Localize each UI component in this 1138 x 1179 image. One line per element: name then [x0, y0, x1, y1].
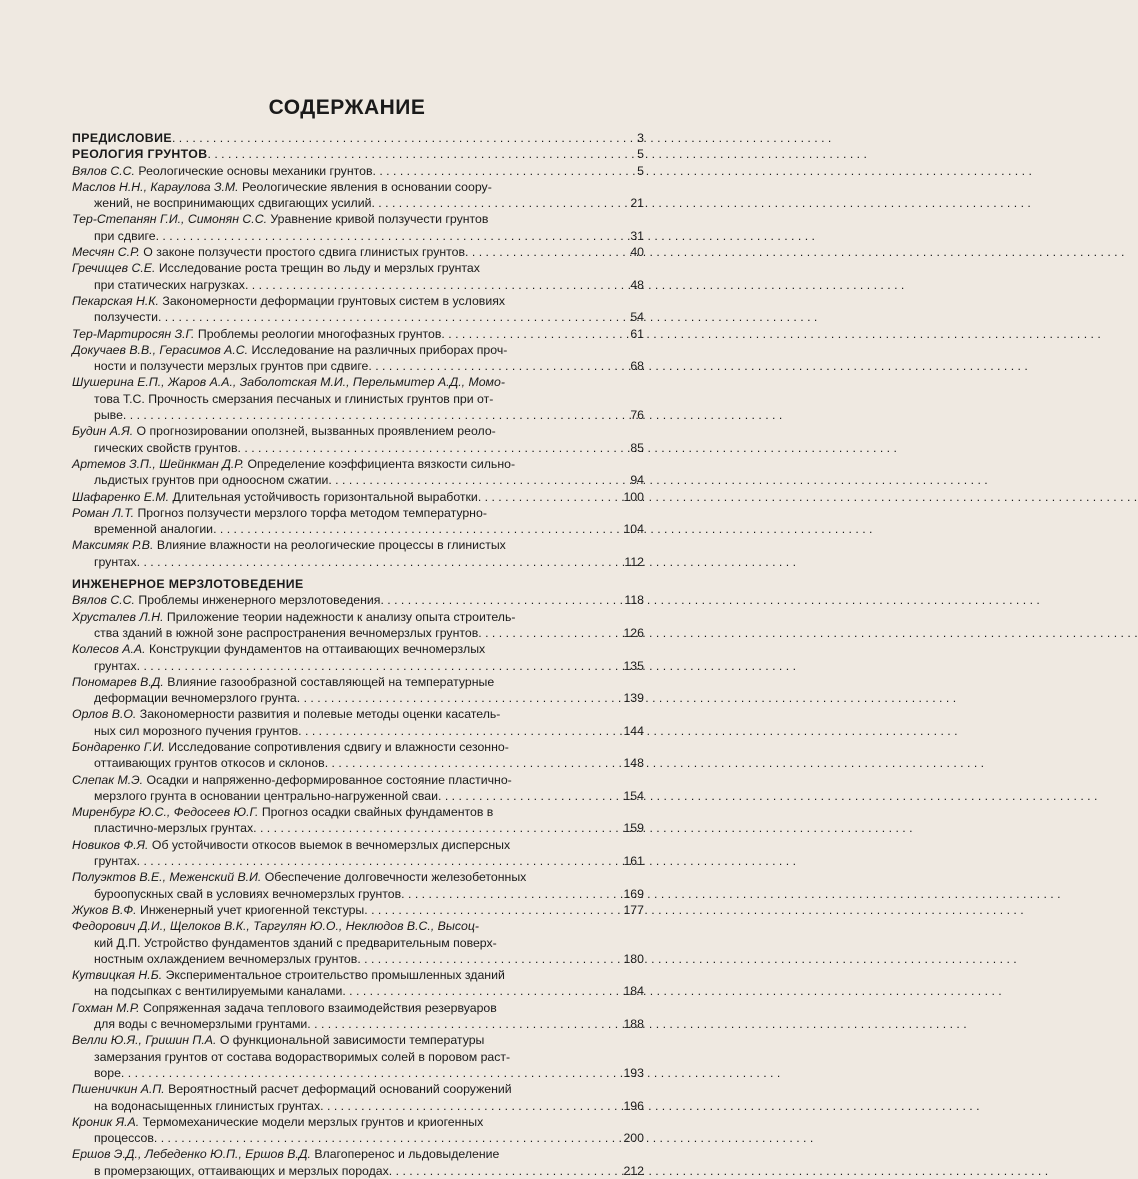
toc-title: Термомеханические модели мерзлых грунтов и криогенных	[142, 1114, 484, 1129]
toc-title: Определение коэффициента вязкости сильно-	[247, 456, 516, 471]
toc-leader-dots	[372, 163, 604, 179]
toc-entry	[72, 1081, 644, 1114]
toc-author: Полуэктов В.Е., Меженский В.И.	[72, 870, 262, 885]
toc-title: Проблемы инженерного мерзлотоведения	[138, 593, 381, 608]
toc-entry	[72, 1032, 644, 1081]
toc-author: Новиков Ф.Я.	[72, 837, 149, 852]
toc-title: процессов	[94, 1131, 154, 1146]
toc-author: Пономарев В.Д.	[72, 674, 164, 689]
toc-page-number: 31	[630, 228, 644, 243]
toc-author: Максимяк Р.В.	[72, 538, 154, 553]
toc-leader-dots	[156, 228, 604, 244]
toc-author: Ершов Э.Д., Лебеденко Ю.П., Ершов В.Д.	[72, 1147, 311, 1162]
toc-leader-dots	[297, 690, 604, 706]
toc-title: деформации вечномерзлого грунта	[94, 691, 297, 706]
toc-entry	[72, 374, 644, 423]
toc-entry	[72, 902, 644, 918]
toc-entry	[72, 1146, 644, 1179]
toc-title: Уравнение кривой ползучести грунтов	[270, 212, 489, 227]
toc-author: Слепак М.Э.	[72, 772, 144, 787]
toc-title: Влияние газообразной составляющей на температурные	[167, 674, 495, 689]
toc-title: ства зданий в южной зоне распространения вечномерзлых грунтов	[94, 625, 479, 640]
toc-title: Реологические основы механики грунтов	[138, 163, 373, 178]
toc-leader-dots	[328, 472, 604, 488]
toc-author: Бондаренко Г.И.	[72, 739, 165, 754]
toc-entry-text	[72, 837, 604, 870]
toc-entry	[72, 163, 644, 179]
toc-page-number: 200	[623, 1131, 644, 1146]
toc-title: Длительная устойчивость горизонтальной выработки	[172, 489, 478, 504]
toc-leader-dots	[158, 309, 604, 325]
toc-entry-text	[72, 967, 604, 1000]
toc-entry-text	[72, 456, 604, 489]
toc-entry-text	[72, 130, 604, 146]
toc-entry-text	[72, 609, 604, 642]
toc-title: Влагоперенос и льдовыделение	[314, 1147, 500, 1162]
toc-entry-text	[72, 374, 604, 423]
toc-author: Хрусталев Л.Н.	[72, 609, 164, 624]
toc-entry-text	[72, 674, 604, 707]
toc-entry-text	[72, 1000, 604, 1033]
toc-entry-text	[72, 293, 604, 326]
toc-title: Инженерный учет криогенной текстуры	[140, 902, 365, 917]
toc-title: Проблемы реологии многофазных грунтов	[197, 326, 442, 341]
toc-author: Велли Ю.Я., Гришин П.А.	[72, 1033, 217, 1048]
toc-title: Исследование на различных приборах проч-	[251, 342, 508, 357]
toc-title: РЕОЛОГИЯ ГРУНТОВ	[72, 147, 208, 162]
toc-page-number: 68	[630, 359, 644, 374]
page-title: СОДЕРЖАНИЕ	[268, 96, 426, 119]
toc-author: Роман Л.Т.	[72, 505, 135, 520]
toc-title: гических свойств грунтов	[94, 440, 238, 455]
toc-section-heading	[72, 146, 644, 162]
toc-page-number: 3	[637, 131, 644, 145]
toc-entry	[72, 918, 644, 967]
toc-entry-text	[72, 706, 604, 739]
toc-leader-dots	[380, 592, 604, 608]
toc-author: Гохман М.Р.	[72, 1000, 140, 1015]
toc-title: О законе ползучести простого сдвига глинистых грунтов	[143, 245, 466, 260]
toc-title: Исследование роста трещин во льду и мерзлых грунтах	[158, 261, 480, 276]
toc-entry-text	[72, 1146, 604, 1179]
toc-page-number: 5	[637, 163, 644, 178]
toc-author: Пекарская Н.К.	[72, 293, 159, 308]
toc-entry	[72, 641, 644, 674]
toc-leader-dots	[465, 244, 604, 260]
toc-title: на водонасыщенных глинистых грунтах	[94, 1098, 321, 1113]
toc-entry-text	[72, 804, 604, 837]
toc-page-number: 100	[623, 489, 644, 504]
toc-title: грунтах	[94, 554, 137, 569]
toc-title: ИНЖЕНЕРНОЕ МЕРЗЛОТОВЕДЕНИЕ	[72, 577, 304, 592]
toc-page-number: 144	[623, 723, 644, 738]
toc-entry-text	[72, 772, 604, 805]
toc-page-number: 5	[637, 147, 644, 162]
toc-title: Экспериментальное строительство промышленных зданий	[165, 968, 505, 983]
toc-page-number: 154	[623, 788, 644, 803]
toc-title: Об устойчивости откосов выемок в вечномерзлых дисперсных	[151, 837, 511, 852]
toc-title: това Т.С. Прочность смерзания песчаных и глинистых грунтов при от-	[94, 391, 494, 406]
toc-leader-dots	[154, 1130, 604, 1146]
toc-title: Приложение теории надежности к анализу опыта строитель-	[166, 609, 516, 624]
toc-leader-dots	[320, 1098, 604, 1114]
toc-author: Орлов В.О.	[72, 707, 137, 722]
toc-leader-dots	[478, 489, 604, 505]
toc-page-number: 159	[623, 821, 644, 836]
toc-page-number: 177	[623, 902, 644, 917]
toc-entry	[72, 456, 644, 489]
toc-entry-text	[72, 641, 604, 674]
toc-title: Конструкции фундаментов на оттаивающих вечномерзлых	[148, 642, 486, 657]
toc-page-number: 94	[630, 473, 644, 488]
toc-entry	[72, 1114, 644, 1147]
toc-leader-dots	[298, 723, 604, 739]
toc-title: буроопускных свай в условиях вечномерзлых грунтов	[94, 886, 402, 901]
toc-entry	[72, 706, 644, 739]
toc-author: Кроник Я.А.	[72, 1114, 140, 1129]
toc-page-number: 21	[630, 196, 644, 211]
toc-leader-dots	[245, 277, 604, 293]
toc-section-heading	[72, 130, 644, 146]
toc-page-number: 61	[630, 326, 644, 341]
toc-leader-dots	[123, 407, 604, 423]
toc-page-number: 126	[623, 625, 644, 640]
toc-entry-text	[72, 918, 604, 967]
toc-author: Кутвицкая Н.Б.	[72, 968, 163, 983]
toc-entry	[72, 1000, 644, 1033]
toc-title: пластично-мерзлых грунтах	[94, 821, 254, 836]
toc-leader-dots	[342, 983, 604, 999]
toc-entry	[72, 293, 644, 326]
toc-entry-text	[72, 1032, 604, 1081]
toc-author: Будин А.Я.	[72, 424, 134, 439]
toc-page-number: 48	[630, 277, 644, 292]
toc-title: жений, не воспринимающих сдвигающих усилий	[94, 196, 372, 211]
toc-author: Гречищев С.Е.	[72, 261, 156, 276]
toc-entry-text	[72, 1081, 604, 1114]
toc-leader-dots	[238, 440, 604, 456]
toc-title: ПРЕДИСЛОВИЕ	[72, 131, 172, 145]
toc-author: Вялов С.С.	[72, 163, 135, 178]
toc-title: на подсыпках с вентилируемыми каналами	[94, 984, 343, 999]
toc-entry	[72, 609, 644, 642]
toc-entry-text	[72, 902, 604, 918]
toc-title: ностным охлаждением вечномерзлых грунтов	[94, 951, 358, 966]
toc-entry-text	[72, 505, 604, 538]
toc-title: Исследование сопротивления сдвигу и влажности сезонно-	[168, 739, 509, 754]
toc-page-number: 40	[630, 245, 644, 260]
toc-entry-text	[72, 1114, 604, 1147]
toc-title: в промерзающих, оттаивающих и мерзлых породах	[94, 1163, 389, 1178]
toc-title: замерзания грунтов от состава водорастворимых солей в поровом раст-	[94, 1049, 511, 1064]
toc-page-number: 180	[623, 951, 644, 966]
toc-leader-dots	[307, 1016, 604, 1032]
toc-entry	[72, 423, 644, 456]
toc-entry-text	[72, 163, 604, 179]
toc-author: Шушерина Е.П., Жаров А.А., Заболотская М.И., Перельмитер А.Д., Момо-	[72, 375, 505, 390]
toc-entry	[72, 260, 644, 293]
toc-entry	[72, 967, 644, 1000]
toc-author: Докучаев В.В., Герасимов А.С.	[72, 342, 249, 357]
toc-author: Вялов С.С.	[72, 593, 135, 608]
toc-entry	[72, 537, 644, 570]
toc-entry	[72, 211, 644, 244]
toc-entry	[72, 674, 644, 707]
toc-page-number: 85	[630, 440, 644, 455]
toc-title: грунтах	[94, 854, 137, 869]
toc-author: Маслов Н.Н., Караулова З.М.	[72, 179, 239, 194]
toc-entry	[72, 592, 644, 608]
toc-author: Колесов А.А.	[72, 642, 146, 657]
toc-title: Закономерности развития и полевые методы оценки касатель-	[139, 707, 501, 722]
toc-page-number: 212	[623, 1163, 644, 1178]
toc-title: Вероятностный расчет деформаций оснований сооружений	[168, 1082, 512, 1097]
toc-title: рыве	[94, 408, 123, 423]
toc-entry-text	[72, 537, 604, 570]
toc-leader-dots	[368, 358, 604, 374]
toc-page-number: 135	[623, 658, 644, 673]
toc-leader-dots	[364, 902, 604, 918]
toc-entry-text	[72, 869, 604, 902]
toc-title: грунтах	[94, 658, 137, 673]
toc-entry	[72, 837, 644, 870]
toc-title: Реологические явления в основании соору-	[242, 179, 492, 194]
toc-author: Жуков В.Ф.	[72, 902, 137, 917]
toc-page-number: 54	[630, 310, 644, 325]
toc-title: Прогноз ползучести мерзлого торфа методом температурно-	[137, 505, 487, 520]
toc-title: О прогнозировании оползней, вызванных проявлением реоло-	[136, 424, 496, 439]
toc-page-number: 169	[623, 886, 644, 901]
toc-leader-dots	[121, 1065, 604, 1081]
toc-page-number: 161	[623, 854, 644, 869]
toc-entry-text	[72, 423, 604, 456]
toc-title: для воды с вечномерзлыми грунтами	[94, 1017, 308, 1032]
toc-title: при сдвиге	[94, 228, 156, 243]
toc-page-number: 148	[623, 756, 644, 771]
toc-title: временной аналогии	[94, 522, 214, 537]
toc-page-number: 193	[623, 1065, 644, 1080]
toc-title: Закономерности деформации грунтовых систем в условиях	[162, 293, 506, 308]
toc-section-heading	[72, 576, 644, 592]
toc-leader-dots	[137, 554, 604, 570]
toc-entry	[72, 489, 644, 505]
toc-entry-text	[72, 244, 604, 260]
toc-leader-dots	[389, 1163, 604, 1179]
toc-leader-dots	[438, 788, 604, 804]
toc-entry-text	[72, 576, 604, 592]
toc-leader-dots	[208, 146, 604, 162]
toc-page-number: 184	[623, 984, 644, 999]
toc-leader-dots	[172, 130, 604, 146]
toc-title: льдистых грунтов при одноосном сжатии	[94, 473, 329, 488]
toc-title: Сопряженная задача теплового взаимодействия резервуаров	[142, 1000, 497, 1015]
toc-title: Осадки и напряженно-деформированное состояние пластично-	[146, 772, 512, 787]
toc-leader-dots	[441, 326, 604, 342]
toc-leader-dots	[137, 658, 604, 674]
table-of-contents	[72, 130, 644, 1179]
toc-author: Тер-Мартиросян З.Г.	[72, 326, 195, 341]
toc-title: мерзлого грунта в основании центрально-нагруженной сваи	[94, 788, 439, 803]
toc-author: Месчян С.Р.	[72, 245, 140, 260]
toc-page-number: 139	[623, 691, 644, 706]
toc-entry	[72, 326, 644, 342]
toc-title: Прогноз осадки свайных фундаментов в	[261, 805, 494, 820]
toc-author: Пшеничкин А.П.	[72, 1082, 165, 1097]
toc-author: Федорович Д.И., Щелоков В.К., Таргулян Ю.О., Неклюдов В.С., Высоц-	[72, 919, 480, 934]
toc-entry-text	[72, 489, 604, 505]
toc-title: ных сил морозного пучения грунтов	[94, 723, 299, 738]
toc-entry	[72, 179, 644, 212]
toc-title: при статических нагрузках	[94, 277, 245, 292]
toc-entry	[72, 869, 644, 902]
toc-leader-dots	[325, 755, 604, 771]
toc-entry-text	[72, 592, 604, 608]
toc-leader-dots	[137, 853, 604, 869]
toc-author: Шафаренко Е.М.	[72, 489, 170, 504]
toc-entry	[72, 804, 644, 837]
toc-leader-dots	[357, 951, 604, 967]
toc-title: кий Д.П. Устройство фундаментов зданий с предварительным поверх-	[94, 935, 497, 950]
toc-entry-text	[72, 260, 604, 293]
toc-leader-dots	[401, 886, 604, 902]
toc-entry-text	[72, 211, 604, 244]
toc-page-number: 76	[630, 408, 644, 423]
toc-page-number: 188	[623, 1017, 644, 1032]
toc-author: Миренбург Ю.С., Федосеев Ю.Г.	[72, 805, 259, 820]
toc-leader-dots	[213, 521, 604, 537]
toc-leader-dots	[371, 195, 604, 211]
toc-title: ползучести	[94, 310, 158, 325]
toc-title: Влияние влажности на реологические процессы в глинистых	[156, 538, 506, 553]
toc-entry-text	[72, 179, 604, 212]
toc-leader-dots	[253, 820, 604, 836]
toc-entry-text	[72, 739, 604, 772]
toc-title: оттаивающих грунтов откосов и склонов	[94, 756, 325, 771]
toc-entry-text	[72, 146, 604, 162]
toc-title: Обеспечение долговечности железобетонных	[264, 870, 527, 885]
toc-title: воре	[94, 1065, 121, 1080]
toc-entry	[72, 244, 644, 260]
toc-entry	[72, 739, 644, 772]
toc-leader-dots	[478, 625, 604, 641]
toc-page-number: 104	[623, 522, 644, 537]
toc-page-number: 118	[624, 593, 644, 608]
toc-entry	[72, 505, 644, 538]
toc-entry	[72, 342, 644, 375]
toc-page-number: 196	[623, 1098, 644, 1113]
toc-title: ности и ползучести мерзлых грунтов при сдвиге	[94, 359, 369, 374]
toc-page-number: 112	[624, 554, 644, 569]
toc-title: О функциональной зависимости температуры	[219, 1033, 485, 1048]
toc-author: Артемов З.П., Шейнкман Д.Р.	[72, 456, 245, 471]
toc-entry-text	[72, 342, 604, 375]
toc-entry-text	[72, 326, 604, 342]
toc-author: Тер-Степанян Г.И., Симонян С.С.	[72, 212, 267, 227]
toc-entry	[72, 772, 644, 805]
